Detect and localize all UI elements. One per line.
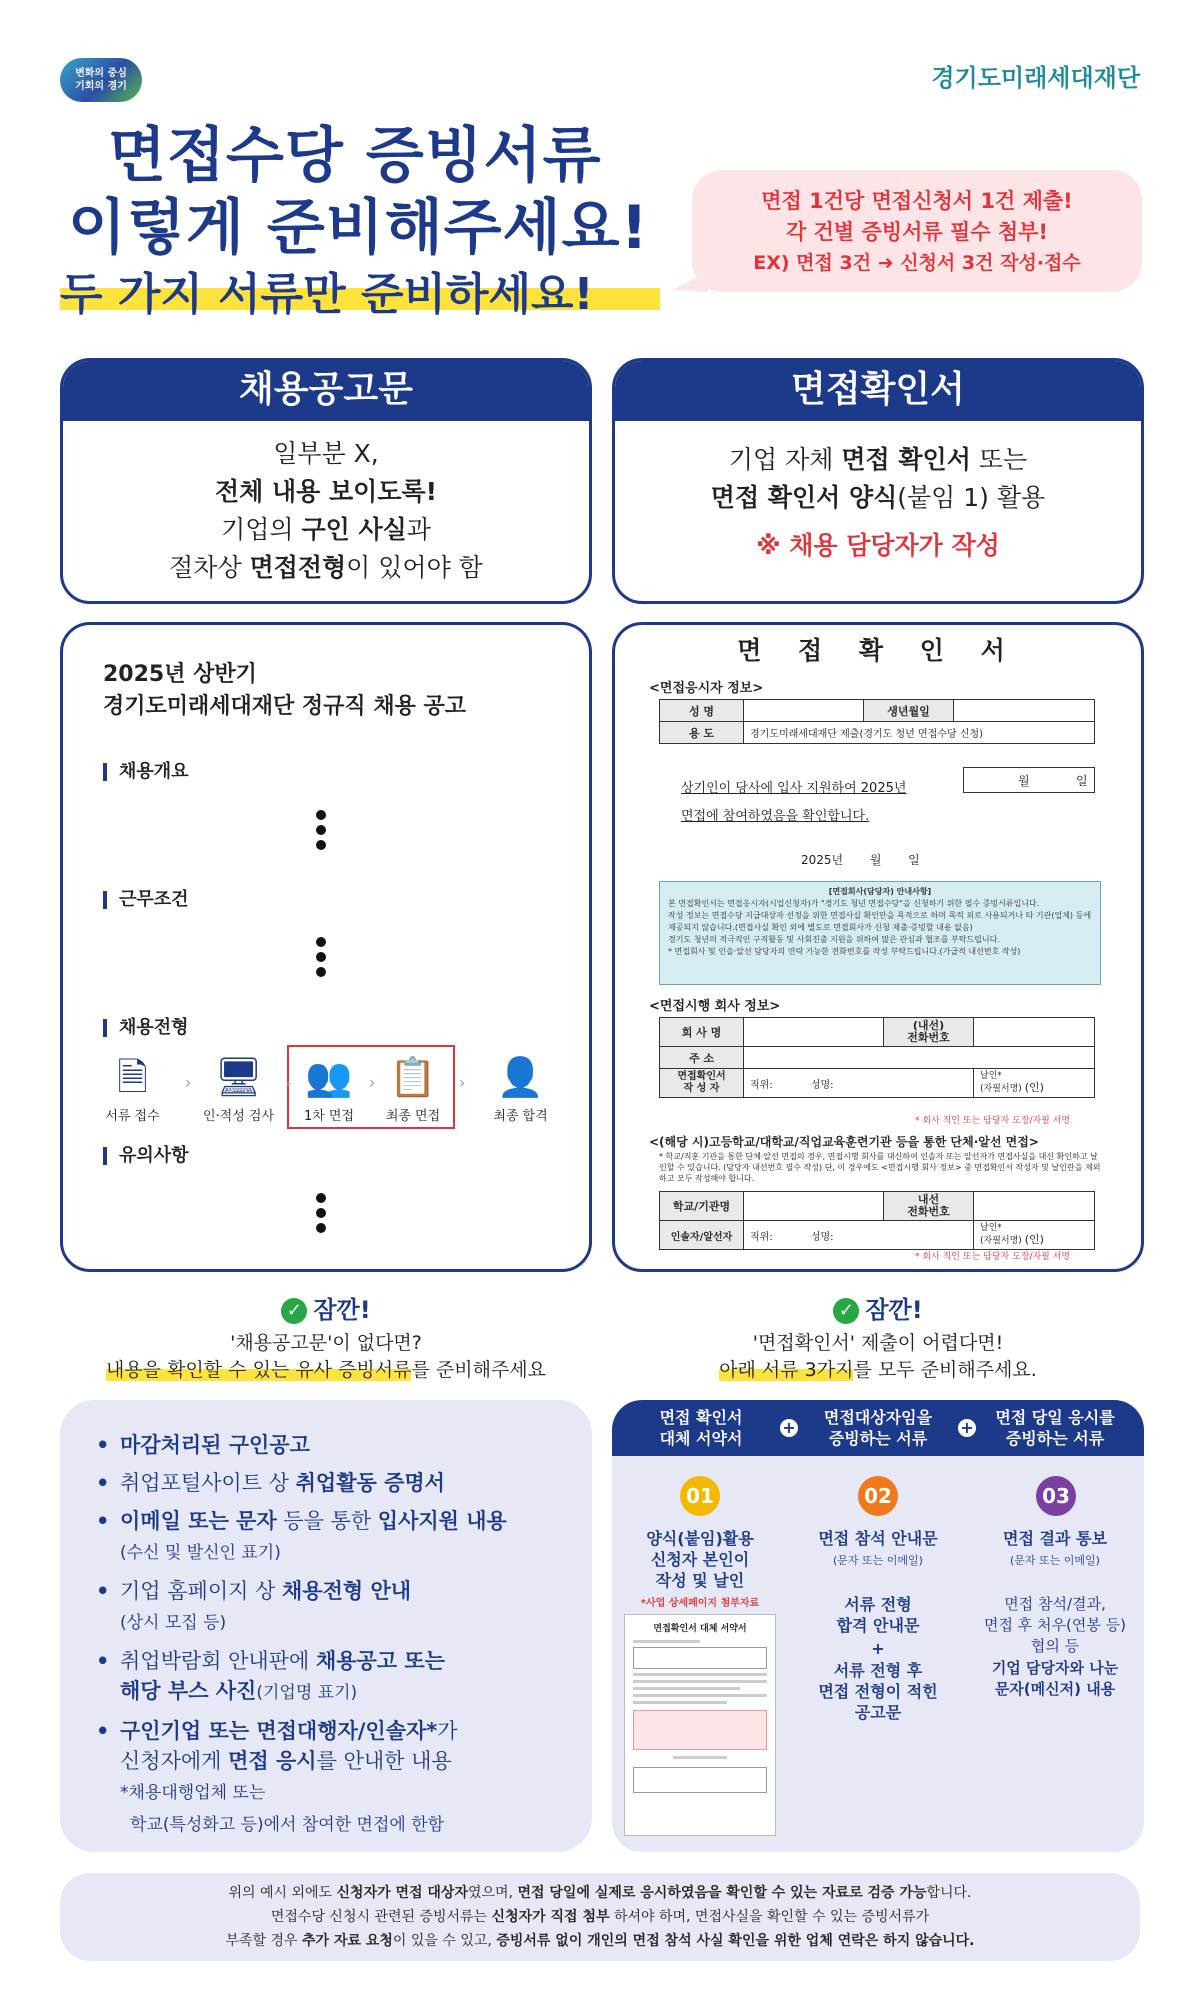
page-title-line1: 면접수당 증빙서류 bbox=[108, 121, 602, 191]
box-right-line1: 기업 자체 면접 확인서 또는 bbox=[728, 445, 1028, 474]
posting-section-overview: 채용개요 bbox=[103, 763, 189, 781]
col2-plus: + bbox=[871, 1639, 885, 1658]
col2-body2: 서류 전형 후 면접 전형이 적힌 공고문 bbox=[818, 1661, 938, 1722]
group-interview-icon: 👥 bbox=[305, 1055, 353, 1099]
footer-line2: 면접수당 신청시 관련된 증빙서류는 신청자가 직접 첨부 하셔야 하며, 면접사실을 확인할 수 있는 증빙서류가 bbox=[270, 1909, 930, 1925]
three-documents-panel bbox=[612, 1400, 1144, 1852]
col1-mini-form: 면접확인서 대체 서약서 bbox=[624, 1614, 776, 1836]
box-left-line3: 기업의 구인 사실과 bbox=[221, 515, 431, 544]
form-notice-box: [면접회사(담당자) 안내사항] 본 면접확인서는 면접응시자(시업신청자)가 "경기도 청년 면접수당"을 신청하기 위한 필수 증빙서류입니다. 작성 정보는 면접수당 지급대상자 선정을 위한 면접사실 확인만을 목적으로 하며 목적 외로 사용되거나 타 기관(업체) 등에 제공되지 않습니다.(면접사실 확인 외에 별도로 면접회사가 신청 제출·증빙할 내용 없음) 경기도 청년의 적극적인 구직활동 및 사회진출 지원을 위하여 많은 관심과 협조를 부탁드립니다. * 면접회사 및 인솔·알선 담당자의 연락 가능한 전화번호를 작성 부탁드립니다.(가급적 내선번호 작성) bbox=[659, 881, 1101, 985]
number-badge-2: 02 bbox=[858, 1476, 898, 1516]
confirm-form-sample bbox=[612, 622, 1144, 1272]
plus-icon: + bbox=[778, 1417, 800, 1439]
footer-notice bbox=[60, 1873, 1140, 1961]
box-left-line2: 전체 내용 보이도록! bbox=[214, 477, 437, 506]
form-statement-2: 면접에 참여하였음을 확인합니다. bbox=[681, 809, 870, 824]
plus-icon: + bbox=[956, 1417, 978, 1439]
form-sec-school-note: * 학교/직훈 기관을 통한 단체·알선 면접의 경우, 면접시행 회사를 대신하여 인솔자 또는 알선자가 면접사실을 대신 확인하고 날인할 수 있습니다. (담당자 내선번호 필수 작성) 단, 이 경우에도 <면접시행 회사 정보> 중 면접확인서 작성자 및 날인란을 제외하고 모두 작성해야 합니다. bbox=[659, 1152, 1101, 1183]
number-badge-3: 03 bbox=[1036, 1476, 1076, 1516]
list-item: • 이메일 또는 문자 등을 통한 입사지원 내용 (수신 및 발신인 표기) bbox=[96, 1506, 592, 1568]
col2-subtitle: (문자 또는 이메일) bbox=[833, 1554, 923, 1567]
posting-sample bbox=[60, 622, 592, 1272]
step-pass: 👤 최종 합격 bbox=[473, 1053, 568, 1124]
box-left-line4: 절차상 면접전형이 있어야 함 bbox=[169, 553, 483, 582]
chevron-right-icon: › bbox=[459, 1073, 466, 1092]
form-applicant-table: 성 명 생년월일 용 도 경기도미래세대재단 제출(경기도 청년 면접수당 신청) bbox=[659, 699, 1095, 744]
page-title-line2: 이렇게 준비해주세요! bbox=[68, 193, 649, 263]
box-job-posting-title: 채용공고문 bbox=[63, 361, 589, 421]
form-seal-note: * 회사 직인 또는 담당자 도장/자필 서명 bbox=[915, 1116, 1071, 1126]
box-right-line3: ※ 채용 담당자가 작성 bbox=[756, 531, 1000, 560]
col-head-1: 면접 확인서 대체 서약서 bbox=[659, 1408, 743, 1448]
col1-note: *사업 상세페이지 첨부자료 bbox=[640, 1598, 760, 1609]
posting-title: 2025년 상반기 경기도미래세대재단 정규직 채용 공고 bbox=[103, 662, 467, 719]
ellipsis-icon bbox=[316, 810, 326, 855]
col3-title: 면접 결과 통보 bbox=[1003, 1529, 1107, 1548]
form-sec-school: <(해당 시)고등학교/대학교/직업교육훈련기관 등을 통한 단체·알선 면접> bbox=[649, 1135, 1039, 1149]
step-final-interview: 📋 최종 면접 bbox=[373, 1053, 453, 1124]
three-documents-header bbox=[612, 1400, 1144, 1456]
list-item: • 기업 홈페이지 상 채용전형 안내 (상시 모집 등) bbox=[96, 1576, 592, 1638]
col-head-2: 면접대상자임을 증빙하는 서류 bbox=[823, 1408, 933, 1448]
step-document: 🗎 서류 접수 bbox=[85, 1053, 180, 1124]
form-sec-applicant: <면접응시자 정보> bbox=[649, 681, 764, 696]
form-date-line: 2025년 월 일 bbox=[801, 853, 920, 867]
alt-documents-list bbox=[60, 1400, 592, 1852]
list-item: • 취업박람회 안내판에 채용공고 또는 해당 부스 사진(기업명 표기) bbox=[96, 1646, 592, 1708]
subtitle: 두 가지 서류만 준비하세요! bbox=[60, 258, 594, 322]
form-company-table: 회 사 명 (내선) 전화번호 주 소 면접확인서 작 성 자 직위: 성명: 날인* (자필서명) (인) bbox=[659, 1017, 1095, 1098]
box-right-line2: 면접 확인서 양식(붙임 1) 활용 bbox=[710, 483, 1046, 512]
form-date-box: 월 일 bbox=[963, 767, 1095, 793]
check-icon: ✓ bbox=[833, 1298, 859, 1324]
logo-badge: 변화의 중심 기회의 경기 bbox=[60, 58, 142, 102]
step-aptitude: 🖥 인·적성 검사 bbox=[191, 1053, 286, 1124]
document-icon: 🗎 bbox=[117, 1055, 148, 1099]
wait-right-text: '면접확인서' 제출이 어렵다면! 아래 서류 3가지를 모두 준비해주세요. bbox=[719, 1332, 1037, 1381]
col3-subtitle: (문자 또는 이메일) bbox=[1010, 1554, 1100, 1567]
confirm-form-title: 면 접 확 인 서 bbox=[737, 636, 1019, 665]
footer-line1: 위의 예시 외에도 신청자가 면접 대상자였으며, 면접 당일에 실제로 응시하였음을 확인할 수 있는 자료로 검증 가능합니다. bbox=[228, 1885, 972, 1901]
posting-section-process: 채용전형 bbox=[103, 1019, 189, 1037]
box-left-line1: 일부분 X, bbox=[273, 439, 379, 468]
wait-right-heading: ✓ 잠깐! bbox=[612, 1290, 1144, 1325]
org-name: 경기도미래세대재단 bbox=[931, 64, 1140, 92]
footer-line3: 부족할 경우 추가 자료 요청이 있을 수 있고, 증빙서류 없이 개인의 면접 참석 사실 확인을 위한 업체 연락은 하지 않습니다. bbox=[225, 1933, 975, 1949]
form-statement: 상기인이 당사에 입사 지원하여 2025년 bbox=[681, 781, 907, 796]
col2-body1: 서류 전형 합격 안내문 bbox=[836, 1595, 920, 1635]
chevron-right-icon: › bbox=[185, 1073, 192, 1092]
ellipsis-icon bbox=[316, 1193, 326, 1238]
form-sec-company: <면접시행 회사 정보> bbox=[649, 999, 781, 1014]
col1-title: 양식(붙임)활용 신청자 본인이 작성 및 날인 bbox=[646, 1529, 754, 1590]
checklist-icon: 📋 bbox=[389, 1055, 437, 1099]
chevron-right-icon: › bbox=[369, 1073, 376, 1092]
list-item: • 구인기업 또는 면접대행자/인솔자*가 신청자에게 면접 응시를 안내한 내용 *채용대행업체 또는 학교(특성화고 등)에서 참여한 면접에 한함 bbox=[96, 1716, 592, 1840]
chevron-right-icon: › bbox=[285, 1073, 292, 1092]
wait-left-heading: ✓ 잠깐! bbox=[60, 1290, 592, 1325]
box-interview-confirm-title: 면접확인서 bbox=[615, 361, 1141, 421]
box-interview-confirm bbox=[612, 358, 1144, 604]
person-briefcase-icon: 👤 bbox=[496, 1055, 545, 1099]
number-badge-1: 01 bbox=[680, 1476, 720, 1516]
form-school-table: 학교/기관명 내선 전화번호 인솔자/알선자 직위: 성명: 날인* (자필서명) (인) bbox=[659, 1191, 1095, 1250]
col3-body2: 기업 담당자와 나눈 문자(메신저) 내용 bbox=[991, 1659, 1119, 1698]
col3-body1: 면접 참석/결과, 면접 후 처우(연봉 등) 협의 등 bbox=[984, 1595, 1126, 1655]
wait-left-text: '채용공고문'이 없다면? 내용을 확인할 수 있는 유사 증빙서류를 준비해주세요 bbox=[105, 1332, 547, 1381]
notice-bubble: 면접 1건당 면접신청서 1건 제출! 각 건별 증빙서류 필수 첨부! EX) 면접 3건 ➜ 신청서 3건 작성·접수 bbox=[692, 170, 1142, 292]
box-job-posting bbox=[60, 358, 592, 604]
step-first-interview: 👥 1차 면접 bbox=[289, 1053, 369, 1124]
ellipsis-icon bbox=[316, 937, 326, 982]
form-seal-note-2: * 회사 직인 또는 담당자 도장/자필 서명 bbox=[915, 1252, 1071, 1262]
col2-title: 면접 참석 안내문 bbox=[818, 1529, 938, 1548]
monitor-icon: 🖥 bbox=[214, 1055, 263, 1099]
check-icon: ✓ bbox=[281, 1298, 307, 1324]
list-item: • 취업포털사이트 상 취업활동 증명서 bbox=[96, 1468, 592, 1498]
posting-section-conditions: 근무조건 bbox=[103, 891, 189, 909]
posting-section-notes: 유의사항 bbox=[103, 1147, 189, 1165]
col-head-3: 면접 당일 응시를 증빙하는 서류 bbox=[995, 1408, 1115, 1448]
list-item: • 마감처리된 구인공고 bbox=[96, 1430, 592, 1460]
